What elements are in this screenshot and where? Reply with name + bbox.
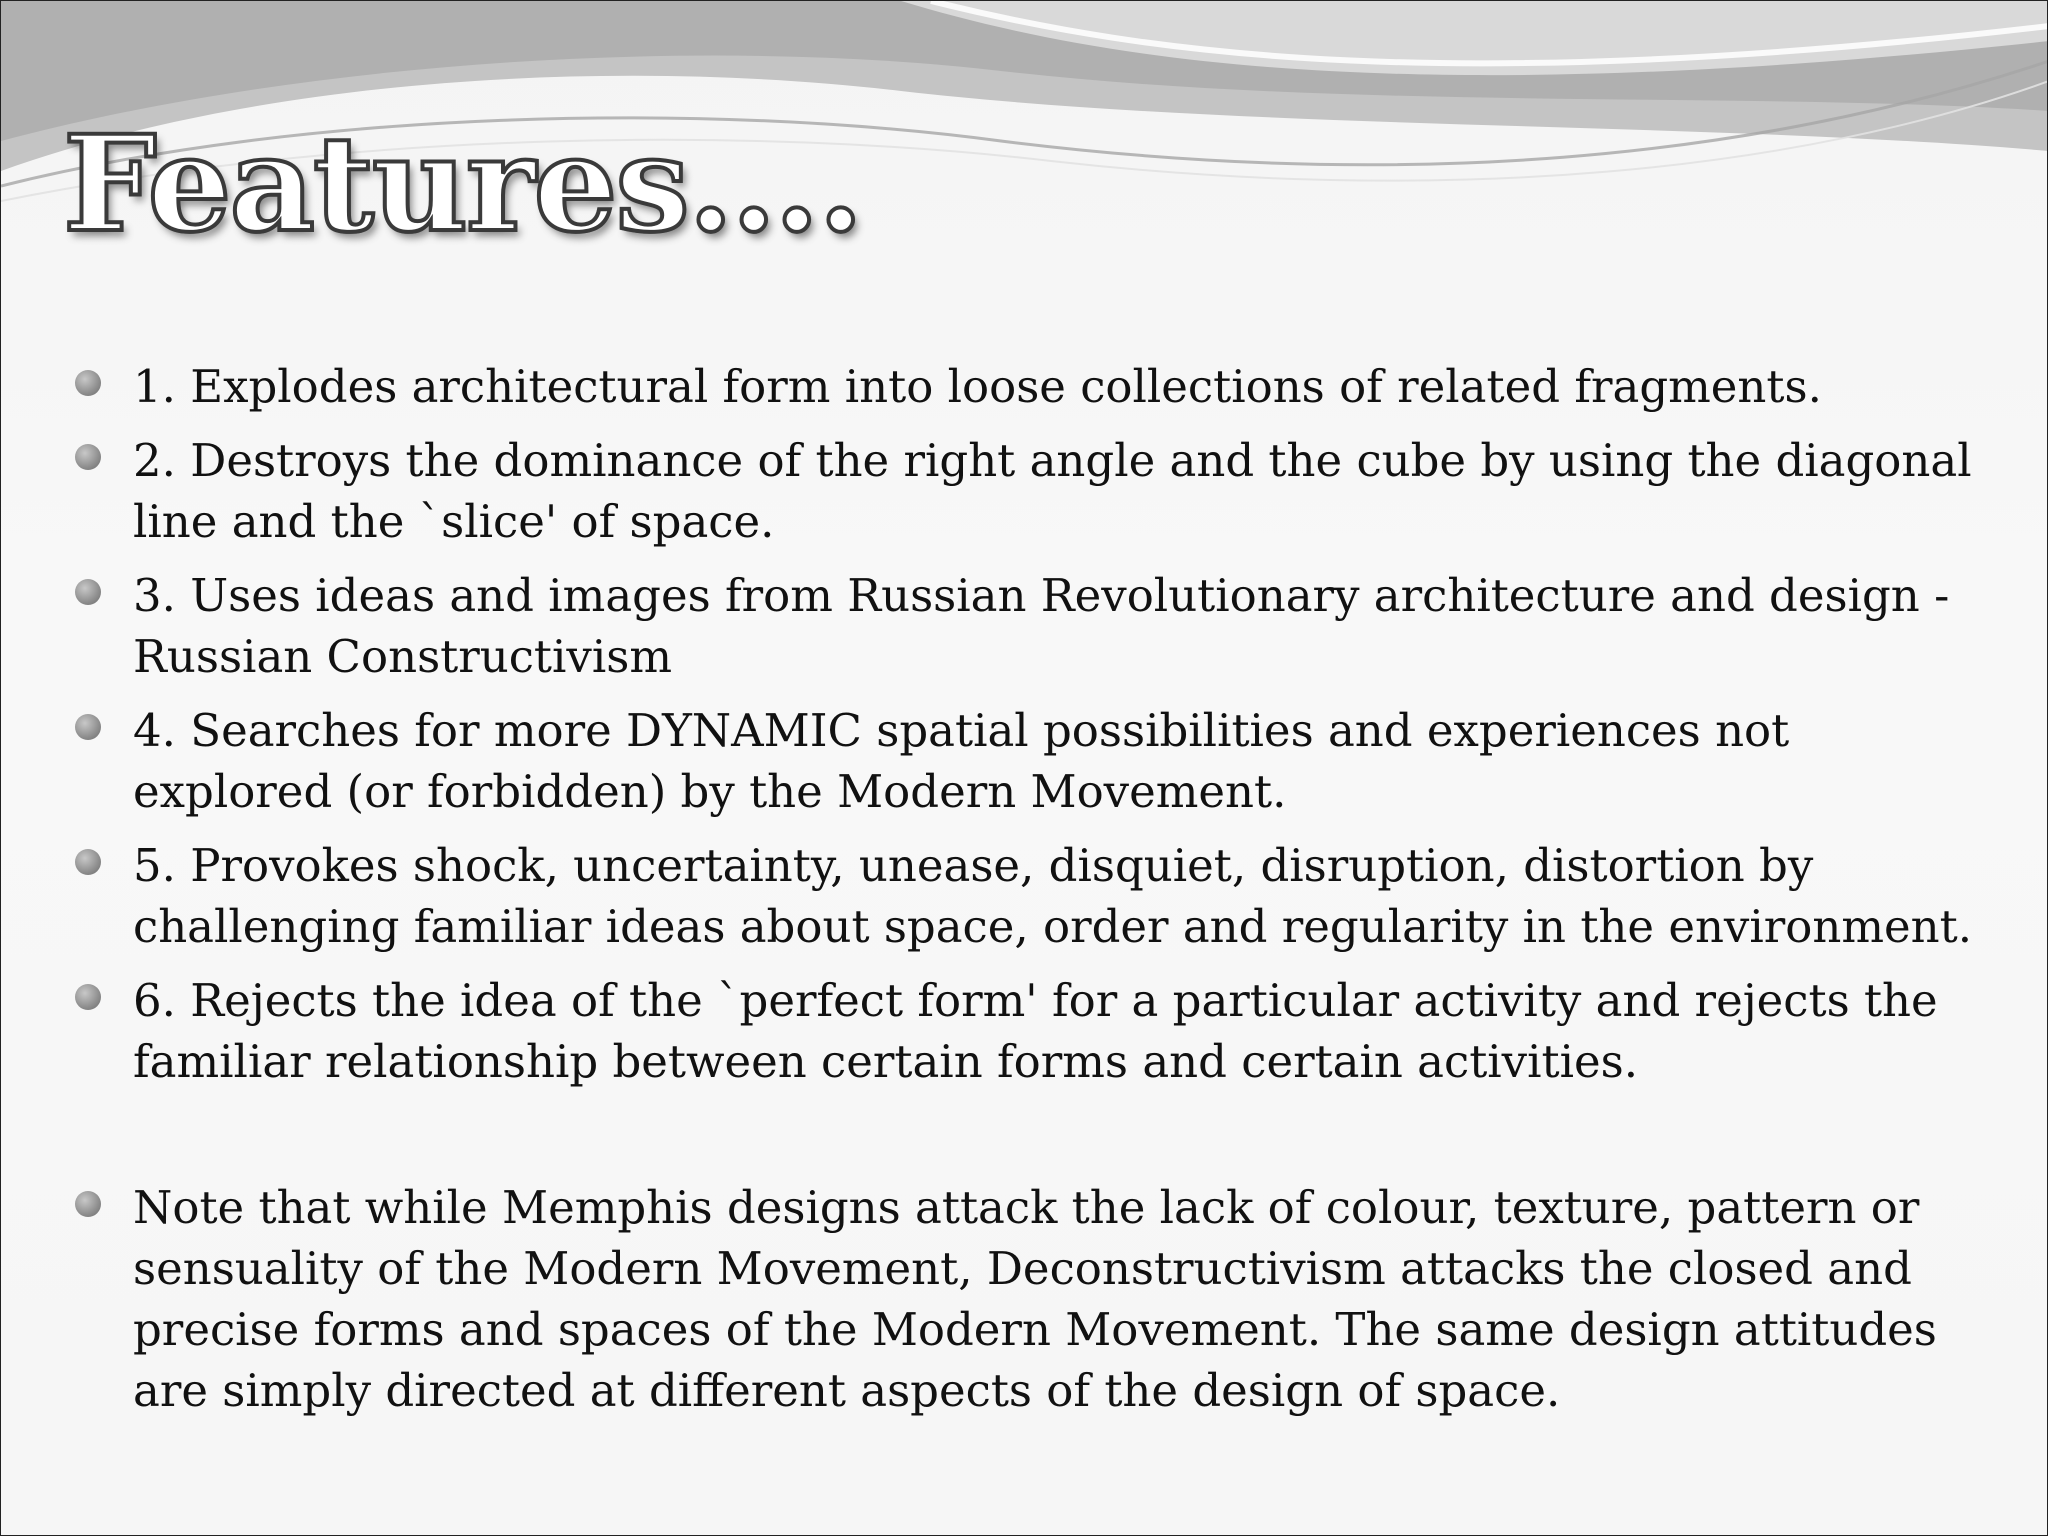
bullet-text: 1. Explodes architectural form into loose collections of related fragments. bbox=[133, 360, 1822, 413]
bullet-item-6 bbox=[73, 970, 1993, 1092]
bullet-dot-icon bbox=[75, 444, 101, 470]
bullet-item-note bbox=[73, 1177, 1993, 1421]
bullet-dot-icon bbox=[75, 849, 101, 875]
bullet-text: 5. Provokes shock, uncertainty, unease, disquiet, disruption, distortion by challenging familiar ideas about space, order and regularity in the environment. bbox=[133, 839, 1973, 953]
bullet-item-5 bbox=[73, 835, 1993, 957]
bullet-item-4 bbox=[73, 700, 1993, 822]
bullet-list bbox=[73, 356, 1993, 1434]
bullet-text: 3. Uses ideas and images from Russian Revolutionary architecture and design -Russian Constructivism bbox=[133, 569, 1950, 683]
bullet-item-3 bbox=[73, 565, 1993, 687]
bullet-text: 6. Rejects the idea of the `perfect form' for a particular activity and rejects the familiar relationship between certain forms and certain activities. bbox=[133, 974, 1938, 1088]
bullet-text: 4. Searches for more DYNAMIC spatial possibilities and experiences not explored (or forbidden) by the Modern Movement. bbox=[133, 704, 1790, 818]
bullet-dot-icon bbox=[75, 714, 101, 740]
bullet-item-1 bbox=[73, 356, 1993, 417]
bullet-dot-icon bbox=[75, 1191, 101, 1217]
slide-title: Features…. bbox=[63, 107, 862, 262]
bullet-dot-icon bbox=[75, 579, 101, 605]
bullet-dot-icon bbox=[75, 984, 101, 1010]
bullet-dot-icon bbox=[75, 370, 101, 396]
bullet-item-2 bbox=[73, 430, 1993, 552]
bullet-text: Note that while Memphis designs attack the lack of colour, texture, pattern or sensuality of the Modern Movement, Deconstructivism attacks the closed and precise forms and spaces of the Modern Movement. The same design attitudes are simply directed at different aspects of the design of space. bbox=[133, 1181, 1937, 1417]
bullet-text: 2. Destroys the dominance of the right angle and the cube by using the diagonal line and the `slice' of space. bbox=[133, 434, 1972, 548]
